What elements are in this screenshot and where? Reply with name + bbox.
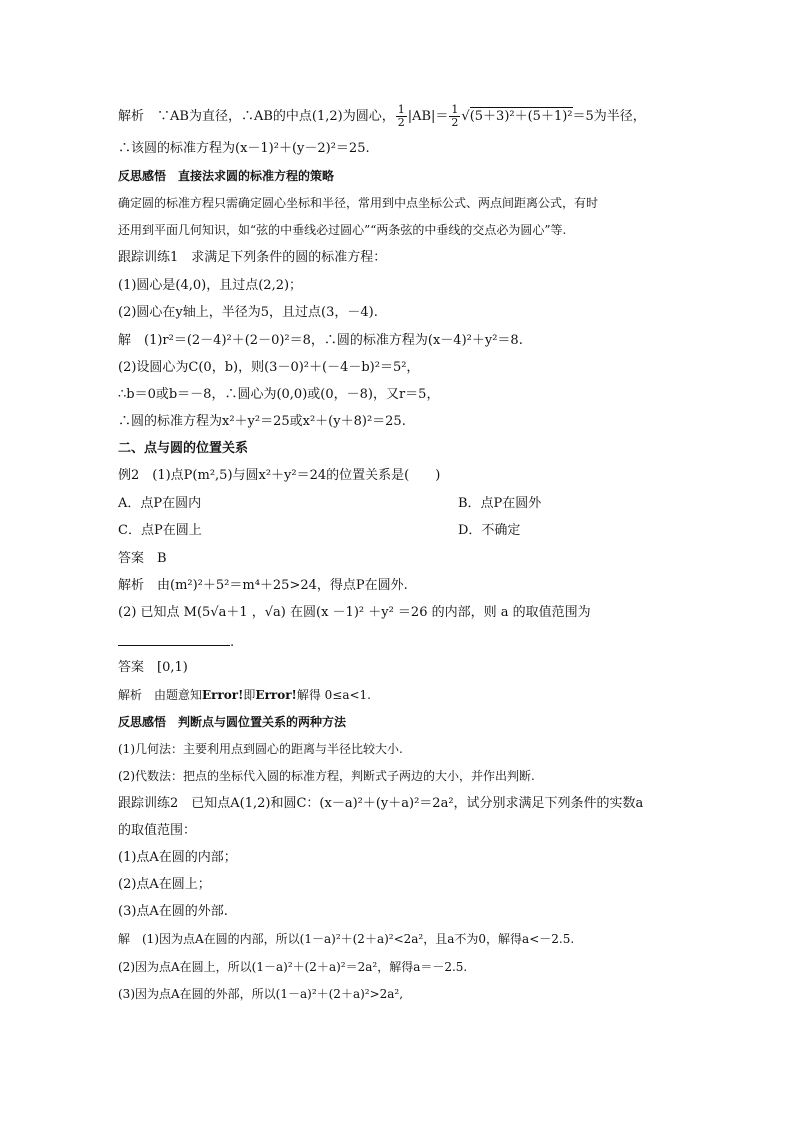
exercise-2-heading: 跟踪训练2 已知点A(1,2)和圆C：(x－a)²＋(y＋a)²＝2a²，试分别求满足下列条件的实数a (118, 796, 644, 811)
exercise-1-solution-1: 解 (1)r²＝(2－4)²＋(2－0)²＝8，∴圆的标准方程为(x－4)²＋y²＝8. (118, 333, 523, 348)
exercise-1-part-1: (1)圆心是(4,0)，且过点(2,2)； (118, 278, 303, 293)
sqrt-expression: (5＋3)²＋(5＋1)² (469, 109, 573, 124)
fraction-half-2: $\frac{1}{2}$ (451, 103, 459, 129)
exercise-2-heading-cont: 的取值范围： (118, 823, 197, 838)
example-2-question: 例2 (1)点P(m²,5)与圆x²＋y²＝24的位置关系是( ) (118, 468, 441, 483)
analysis-1: 解析 由(m²)²＋5²＝m⁴＋25>24，得点P在圆外. (118, 578, 408, 593)
reflection-text-2: 还用到平面几何知识，如“弦的中垂线必过圆心”“两条弦的中垂线的交点必为圆心”等. (118, 223, 567, 237)
ab-length: |AB|＝ (407, 109, 449, 124)
equation-line: ∴该圆的标准方程为(x－1)²＋(y－2)²＝25. (118, 141, 370, 156)
solution-text: 解析 ∵AB为直径，∴AB的中点(1,2)为圆心， (118, 109, 395, 124)
method-algebraic: (2)代数法：把点的坐标代入圆的标准方程，判断式子两边的大小，并作出判断. (118, 769, 535, 783)
options-row-2 (118, 522, 684, 540)
exercise-2-solution-2: (2)因为点A在圆上，所以(1－a)²＋(2＋a)²＝2a²，解得a＝－2.5. (118, 960, 468, 974)
exercise-1-solution-2: (2)设圆心为C(0，b)，则(3－0)²＋(－4－b)²＝5²， (118, 360, 420, 375)
options-row-1 (118, 495, 684, 513)
option-c: C．点P在圆上 (118, 523, 202, 538)
method-geometric: (1)几何法：主要利用点到圆心的距离与半径比较大小. (118, 742, 403, 756)
section-heading: 二、点与圆的位置关系 (118, 441, 249, 456)
radius-text: ＝5为半径， (572, 109, 646, 124)
answer-blank-line: . (118, 631, 684, 652)
example-2-part-2: (2) 已知点 M(5√a＋1 ，√a) 在圆(x －1)² ＋y² ＝26 的内部，则 a 的取值范围为 (118, 605, 591, 620)
solution-line-1: 解析 ∵AB为直径，∴AB的中点(1,2)为圆心， $\frac{1}{2}$ |AB|＝ $\frac{1}{2}$ √(5＋3)²＋(5＋1)²＝5为半径， (118, 103, 646, 129)
answer-2: 答案 [0,1) (118, 660, 188, 675)
reflection-heading-1: 反思感悟 直接法求圆的标准方程的策略 (118, 169, 335, 183)
exercise-1-solution-4: ∴圆的标准方程为x²＋y²＝25或x²＋(y＋8)²＝25. (118, 414, 406, 429)
exercise-2-part-3: (3)点A在圆的外部. (118, 904, 228, 919)
option-b: B．点P在圆外 (458, 496, 542, 511)
reflection-text-1: 确定圆的标准方程只需确定圆心坐标和半径，常用到中点坐标公式、两点间距离公式，有时 (118, 196, 599, 210)
exercise-2-part-1: (1)点A在圆的内部； (118, 850, 237, 865)
exercise-1-heading: 跟踪训练1 求满足下列条件的圆的标准方程： (118, 250, 387, 265)
option-d: D．不确定 (458, 523, 521, 538)
exercise-2-solution-1: 解 (1)因为点A在圆的内部，所以(1－a)²＋(2＋a)²<2a²，且a不为0，解得a<－2.5. (118, 932, 575, 946)
answer-1: 答案 B (118, 551, 167, 566)
exercise-2-solution-3: (3)因为点A在圆的外部，所以(1－a)²＋(2＋a)²>2a², (118, 987, 404, 1001)
exercise-1-solution-3: ∴b＝0或b＝－8，∴圆心为(0,0)或(0，－8)，又r＝5， (118, 387, 440, 402)
analysis-2: 解析 由题意知Error!即Error!解得 0≤a<1. (118, 688, 371, 702)
error-text-1: Error! (202, 688, 244, 702)
exercise-2-part-2: (2)点A在圆上； (118, 877, 211, 892)
answer-blank (118, 631, 230, 646)
reflection-heading-2: 反思感悟 判断点与圆位置关系的两种方法 (118, 715, 347, 729)
option-a: A．点P在圆内 (118, 496, 202, 511)
error-text-2: Error! (255, 688, 297, 702)
fraction-half: $\frac{1}{2}$ (397, 103, 405, 129)
exercise-1-part-2: (2)圆心在y轴上，半径为5，且过点(3，－4). (118, 305, 378, 320)
